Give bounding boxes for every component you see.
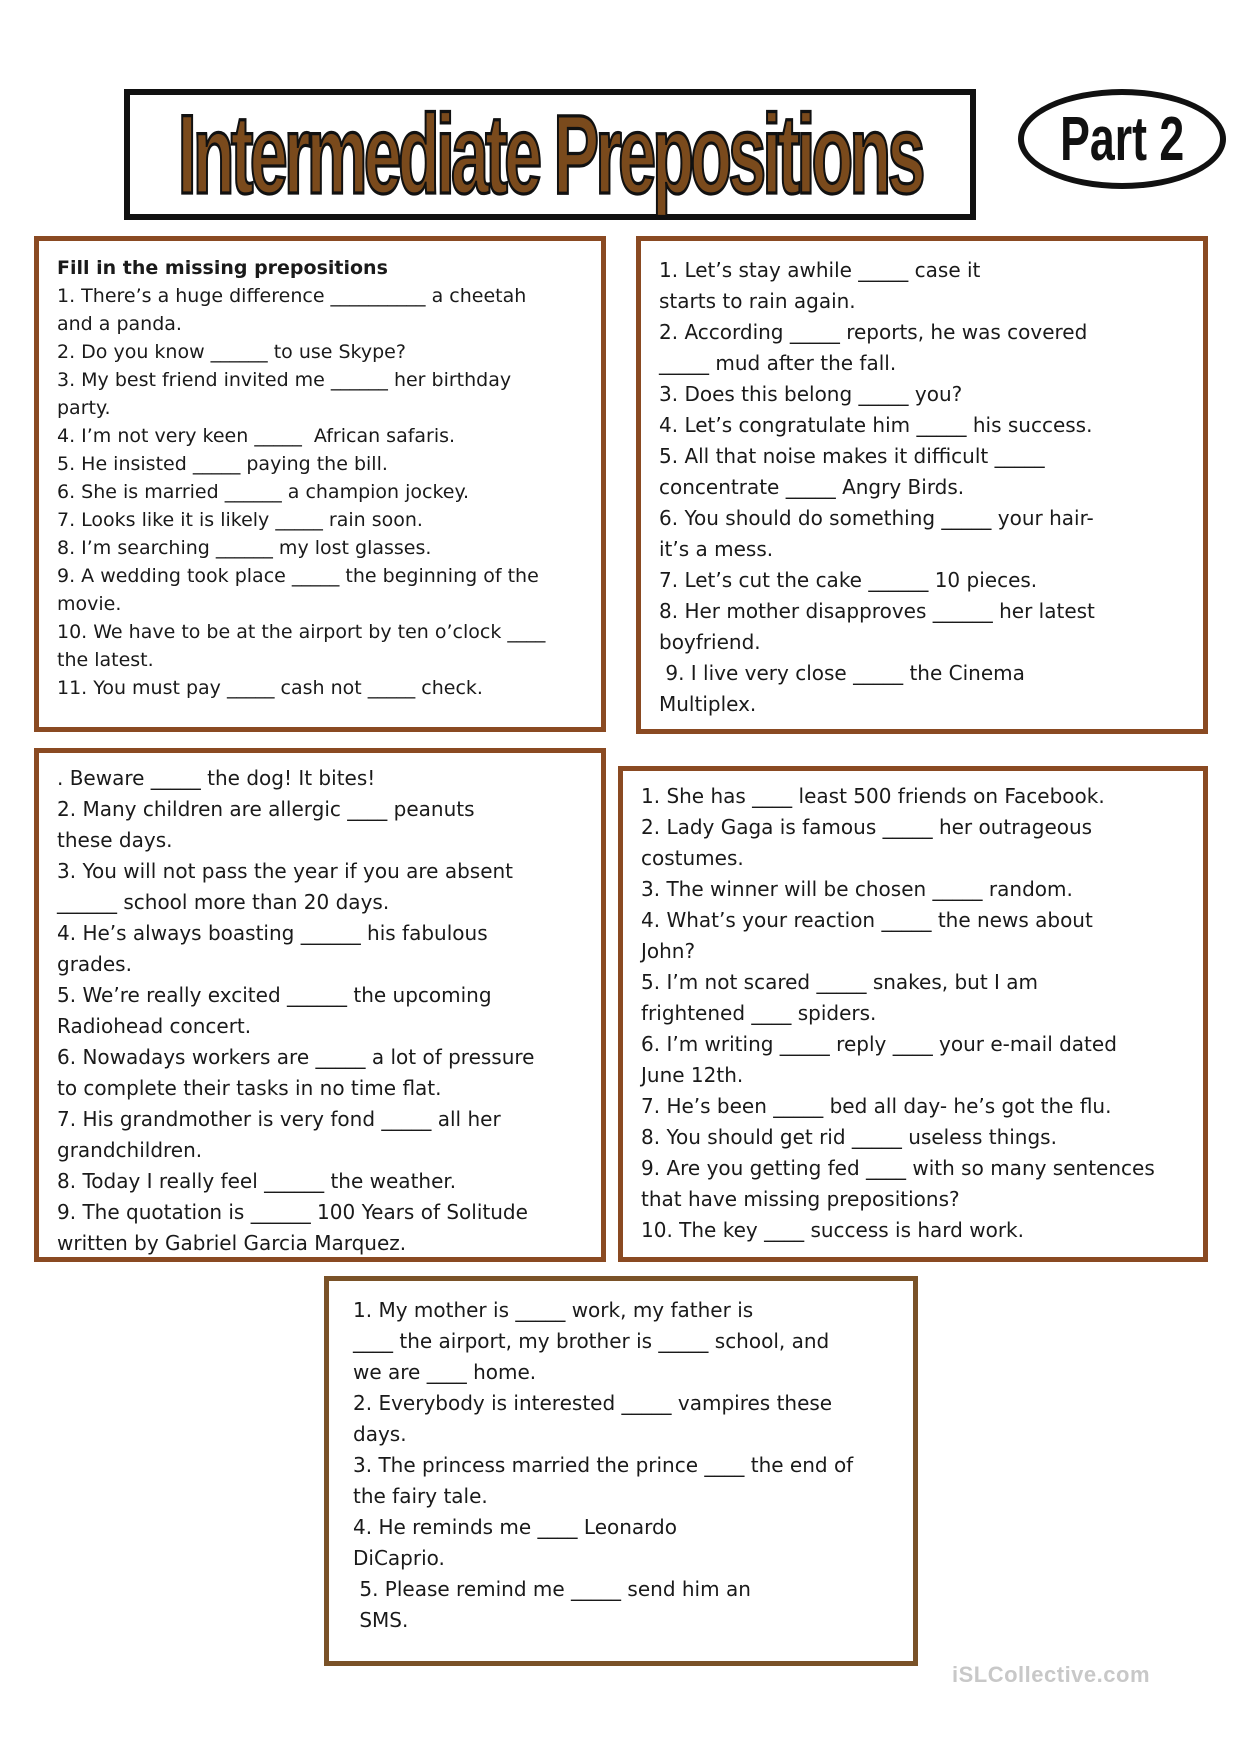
exercise-line: 6. I’m writing _____ reply ____ your e-mail dated — [641, 1032, 1117, 1056]
exercise-box-4 — [618, 766, 1208, 1262]
exercise-line: 2. Many children are allergic ____ peanuts — [57, 797, 475, 821]
exercise-line: 6. Nowadays workers are _____ a lot of pressure — [57, 1045, 535, 1069]
exercise-line: . Beware _____ the dog! It bites! — [57, 766, 376, 790]
exercise-line: 7. Let’s cut the cake ______ 10 pieces. — [659, 568, 1038, 592]
exercise-line: we are ____ home. — [353, 1360, 537, 1384]
exercise-line: 8. I’m searching ______ my lost glasses. — [57, 537, 432, 559]
exercise-line: 5. Please remind me _____ send him an — [353, 1577, 751, 1601]
exercise-line: 4. What’s your reaction _____ the news about — [641, 908, 1093, 932]
exercise-line: DiCaprio. — [353, 1546, 445, 1570]
exercise-line: these days. — [57, 828, 173, 852]
exercise-line: 1. Let’s stay awhile _____ case it — [659, 258, 981, 282]
exercise-line: ____ the airport, my brother is _____ school, and — [353, 1329, 830, 1353]
exercise-line: 1. There’s a huge difference __________ a cheetah — [57, 285, 527, 307]
exercise-line: 5. We’re really excited ______ the upcoming — [57, 983, 492, 1007]
exercise-line: boyfriend. — [659, 630, 761, 654]
part-badge — [1018, 89, 1226, 189]
exercise-line: 8. Today I really feel ______ the weather. — [57, 1169, 457, 1193]
exercise-line: 2. Lady Gaga is famous _____ her outrageous — [641, 815, 1093, 839]
exercise-line: 5. He insisted _____ paying the bill. — [57, 453, 388, 475]
exercise-line: 1. She has ____ least 500 friends on Facebook. — [641, 784, 1105, 808]
exercise-line: Radiohead concert. — [57, 1014, 252, 1038]
exercise-line: 6. She is married ______ a champion jockey. — [57, 481, 470, 503]
exercise-line: ______ school more than 20 days. — [57, 890, 390, 914]
title-banner — [124, 89, 976, 220]
exercise-line: 2. Do you know ______ to use Skype? — [57, 341, 406, 363]
exercise-line: 4. He’s always boasting ______ his fabulous — [57, 921, 488, 945]
exercise-line: starts to rain again. — [659, 289, 856, 313]
exercise-line: 9. Are you getting fed ____ with so many sentences — [641, 1156, 1155, 1180]
exercise-line: 10. We have to be at the airport by ten o’clock ____ — [57, 621, 546, 643]
exercise-line: movie. — [57, 593, 122, 615]
exercise-line: 5. I’m not scared _____ snakes, but I am — [641, 970, 1039, 994]
exercise-line: 5. All that noise makes it difficult _____ — [659, 444, 1045, 468]
exercise-line: 10. The key ____ success is hard work. — [641, 1218, 1024, 1242]
exercise-line: 6. You should do something _____ your hair- — [659, 506, 1094, 530]
exercise-line: it’s a mess. — [659, 537, 774, 561]
exercise-line: to complete their tasks in no time flat. — [57, 1076, 442, 1100]
exercise-line: days. — [353, 1422, 407, 1446]
exercise-line: 7. His grandmother is very fond _____ all her — [57, 1107, 501, 1131]
exercise-line: 3. My best friend invited me ______ her birthday — [57, 369, 512, 391]
site-watermark: iSLCollective.com — [952, 1662, 1151, 1687]
exercise-line: grandchildren. — [57, 1138, 203, 1162]
exercise-line: 9. The quotation is ______ 100 Years of Solitude — [57, 1200, 528, 1224]
exercise-line: Multiplex. — [659, 692, 757, 716]
exercise-line: 4. I’m not very keen _____ African safaris. — [57, 425, 456, 447]
exercise-line: SMS. — [353, 1608, 409, 1632]
exercise-line: 2. Everybody is interested _____ vampires these — [353, 1391, 833, 1415]
exercise-line: 3. Does this belong _____ you? — [659, 382, 963, 406]
exercise-line: _____ mud after the fall. — [659, 351, 897, 375]
exercise-line: party. — [57, 397, 111, 419]
exercise-box-5 — [324, 1276, 918, 1666]
exercise-line: frightened ____ spiders. — [641, 1001, 877, 1025]
exercise-line: 11. You must pay _____ cash not _____ check. — [57, 677, 483, 699]
exercise-heading: Fill in the missing prepositions — [57, 257, 388, 279]
exercise-line: 3. The winner will be chosen _____ random. — [641, 877, 1073, 901]
exercise-line: John? — [641, 939, 696, 963]
exercise-line: 8. You should get rid _____ useless things. — [641, 1125, 1057, 1149]
part-label: Part 2 — [1059, 104, 1185, 174]
exercise-line: 8. Her mother disapproves ______ her latest — [659, 599, 1095, 623]
exercise-line: grades. — [57, 952, 132, 976]
exercise-line: costumes. — [641, 846, 744, 870]
exercise-box-2 — [636, 236, 1208, 734]
exercise-line: concentrate _____ Angry Birds. — [659, 475, 965, 499]
exercise-line: 4. He reminds me ____ Leonardo — [353, 1515, 677, 1539]
exercise-line: the fairy tale. — [353, 1484, 488, 1508]
exercise-box-3 — [34, 748, 606, 1262]
exercise-line: 7. Looks like it is likely _____ rain soon. — [57, 509, 423, 531]
exercise-line: the latest. — [57, 649, 154, 671]
exercise-line: 3. You will not pass the year if you are absent — [57, 859, 514, 883]
exercise-line: and a panda. — [57, 313, 182, 335]
exercise-line: 4. Let’s congratulate him _____ his success. — [659, 413, 1093, 437]
exercise-line: 2. According _____ reports, he was covered — [659, 320, 1088, 344]
exercise-box-1 — [34, 236, 606, 732]
exercise-line: written by Gabriel Garcia Marquez. — [57, 1231, 407, 1255]
exercise-line: 3. The princess married the prince ____ the end of — [353, 1453, 854, 1477]
exercise-line: 9. A wedding took place _____ the beginning of the — [57, 565, 539, 587]
exercise-line: that have missing prepositions? — [641, 1187, 960, 1211]
exercise-line: 9. I live very close _____ the Cinema — [659, 661, 1025, 685]
exercise-line: 7. He’s been _____ bed all day- he’s got the flu. — [641, 1094, 1112, 1118]
page-title: Intermediate Prepositions — [178, 91, 922, 218]
exercise-line: 1. My mother is _____ work, my father is — [353, 1298, 754, 1322]
exercise-line: June 12th. — [641, 1063, 744, 1087]
